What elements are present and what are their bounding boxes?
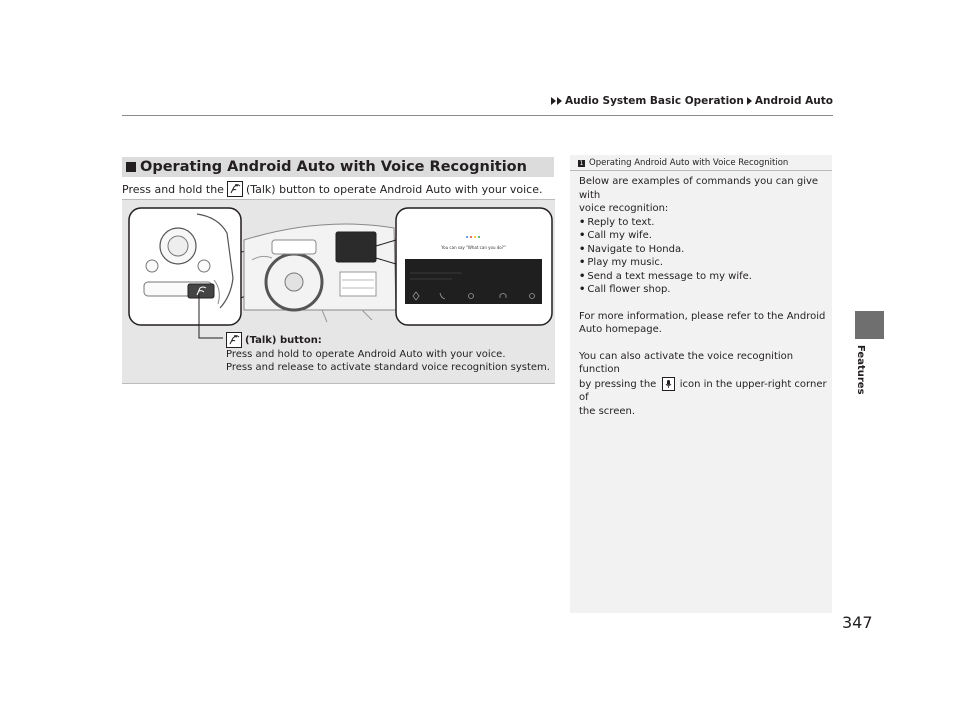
- list-item: • Call my wife.: [579, 229, 829, 243]
- breadcrumb: [551, 95, 833, 107]
- section-title: Operating Android Auto with Voice Recognition: [140, 159, 527, 175]
- command-list: [579, 216, 829, 297]
- screen-closeup: [396, 208, 552, 325]
- header-rule: [122, 115, 833, 116]
- note-rule: [570, 170, 832, 171]
- arrow-icon: [747, 97, 752, 105]
- intro-after: (Talk) button to operate Android Auto with your voice.: [245, 182, 543, 196]
- callout-line-1: Press and hold to operate Android Auto with your voice.: [226, 349, 506, 360]
- steering-dashboard-illustration: [122, 199, 555, 384]
- section-square-icon: [126, 162, 136, 172]
- list-item: • Play my music.: [579, 256, 829, 270]
- list-item: • Send a text message to my wife.: [579, 270, 829, 284]
- note-badge: 1: [579, 159, 584, 167]
- note-intro-line-2: voice recognition:: [579, 203, 669, 214]
- intro-paragraph: [122, 181, 542, 197]
- section-tab-label: Features: [855, 345, 866, 395]
- arrow-icon: [551, 97, 556, 105]
- list-item: • Navigate to Honda.: [579, 243, 829, 257]
- note-alt-line-1: You can also activate the voice recognition function: [579, 350, 794, 375]
- page-number: 347: [842, 613, 873, 632]
- arrow-icon: [557, 97, 562, 105]
- callout-title: (Talk) button:: [245, 334, 322, 346]
- note-alt-line-2: [579, 377, 829, 405]
- note-intro-line-1: Below are examples of commands you can give with: [579, 176, 819, 201]
- talk-button-callout: [226, 332, 550, 374]
- breadcrumb-part-2: Android Auto: [754, 95, 833, 107]
- list-item: • Call flower shop.: [579, 283, 829, 297]
- note-sidebar: [570, 155, 832, 613]
- alt-after-icon: icon in the upper-right corner of: [579, 378, 827, 403]
- callout-line-2: Press and release to activate standard voice recognition system.: [226, 362, 550, 373]
- note-more-line-2: Auto homepage.: [579, 324, 662, 335]
- note-more-line-1: For more information, please refer to the Android: [579, 310, 826, 322]
- alt-before-icon: by pressing the: [579, 378, 657, 390]
- note-alt-line-3: the screen.: [579, 405, 636, 417]
- note-heading: [578, 158, 788, 168]
- assistant-prompt: You can say "What can you do?": [441, 245, 506, 250]
- talk-button-icon: [227, 181, 243, 197]
- microphone-icon: [662, 377, 675, 391]
- section-tab-marker: [855, 311, 884, 339]
- note-body: [579, 175, 829, 418]
- talk-button-icon: [226, 332, 242, 348]
- breadcrumb-part-1: Audio System Basic Operation: [564, 95, 744, 107]
- list-item: • Reply to text.: [579, 216, 829, 230]
- note-title: Operating Android Auto with Voice Recognition: [589, 158, 789, 168]
- intro-before: Press and hold the: [122, 182, 224, 196]
- section-heading: [122, 157, 554, 177]
- dashboard: [244, 224, 396, 322]
